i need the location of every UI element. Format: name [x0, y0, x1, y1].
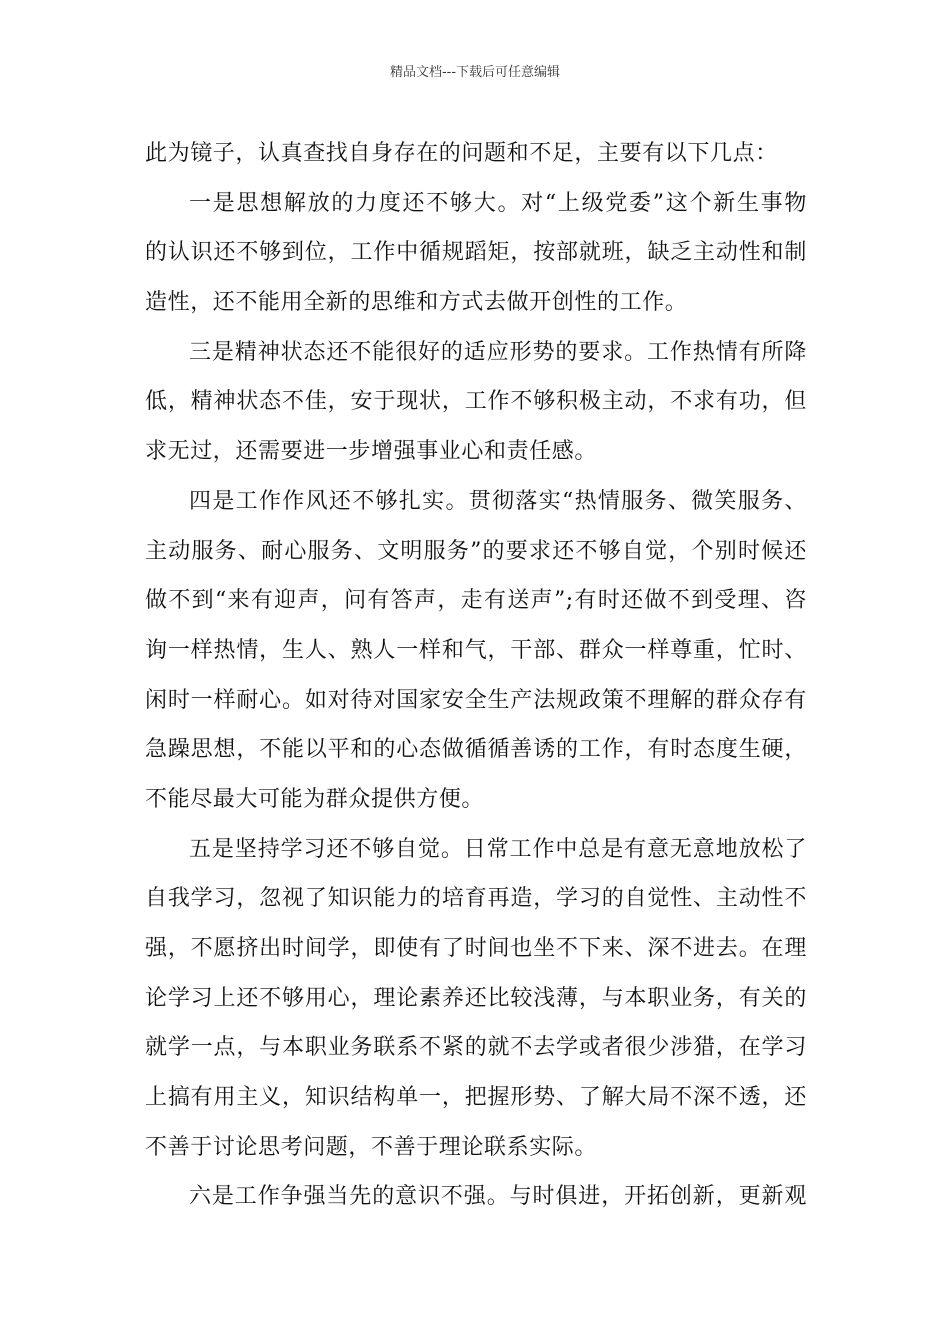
text-line: 此为镜子，认真查找自身存在的问题和不足，主要有以下几点： — [145, 141, 778, 166]
text-line: 五是坚持学习还不够自觉。日常工作中总是有意无意地放松了 — [189, 836, 807, 862]
document-body — [145, 129, 807, 1222]
text-line: 上搞有用主义，知识结构单一，把握形势、了解大局不深不透，还 — [145, 1085, 807, 1111]
text-line: 不善于讨论思考问题，不善于理论联系实际。 — [145, 1134, 598, 1160]
text-line: 主动服务、耐心服务、文明服务”的要求还不够自觉，个别时候还 — [145, 538, 807, 564]
text-line: 的认识还不够到位，工作中循规蹈矩，按部就班，缺乏主动性和制 — [145, 240, 807, 266]
text-line: 造性，还不能用全新的思维和方式去做开创性的工作。 — [145, 290, 688, 316]
text-line: 做不到“来有迎声，问有答声，走有送声”;有时还做不到受理、咨 — [145, 588, 807, 614]
page-header: 精品文档---下载后可任意编辑 — [389, 65, 561, 80]
text-line: 四是工作作风还不够扎实。贯彻落实“热情服务、微笑服务、 — [189, 488, 807, 514]
text-line: 不能尽最大可能为群众提供方便。 — [145, 786, 485, 812]
text-line: 急躁思想，不能以平和的心态做循循善诱的工作，有时态度生硬， — [145, 737, 807, 763]
text-line: 一是思想解放的力度还不够大。对“上级党委”这个新生事物 — [189, 190, 807, 216]
text-line: 三是精神状态还不能很好的适应形势的要求。工作热情有所降 — [189, 339, 807, 365]
text-line: 强，不愿挤出时间学，即使有了时间也坐不下来、深不进去。在理 — [145, 936, 807, 961]
text-line: 论学习上还不够用心，理论素养还比较浅薄，与本职业务，有关的 — [145, 985, 807, 1011]
text-line: 就学一点，与本职业务联系不紧的就不去学或者很少涉猎，在学习 — [145, 1035, 807, 1061]
text-line: 闲时一样耐心。如对待对国家安全生产法规政策不理解的群众存有 — [145, 687, 807, 713]
text-line: 求无过，还需要进一步增强事业心和责任感。 — [145, 439, 598, 465]
text-line: 自我学习，忽视了知识能力的培育再造，学习的自觉性、主动性不 — [145, 886, 807, 912]
text-line: 低，精神状态不佳，安于现状，工作不够积极主动，不求有功，但 — [145, 389, 807, 415]
text-line: 六是工作争强当先的意识不强。与时俱进，开拓创新，更新观 — [189, 1184, 807, 1210]
text-line: 询一样热情，生人、熟人一样和气，干部、群众一样尊重，忙时、 — [145, 637, 807, 663]
